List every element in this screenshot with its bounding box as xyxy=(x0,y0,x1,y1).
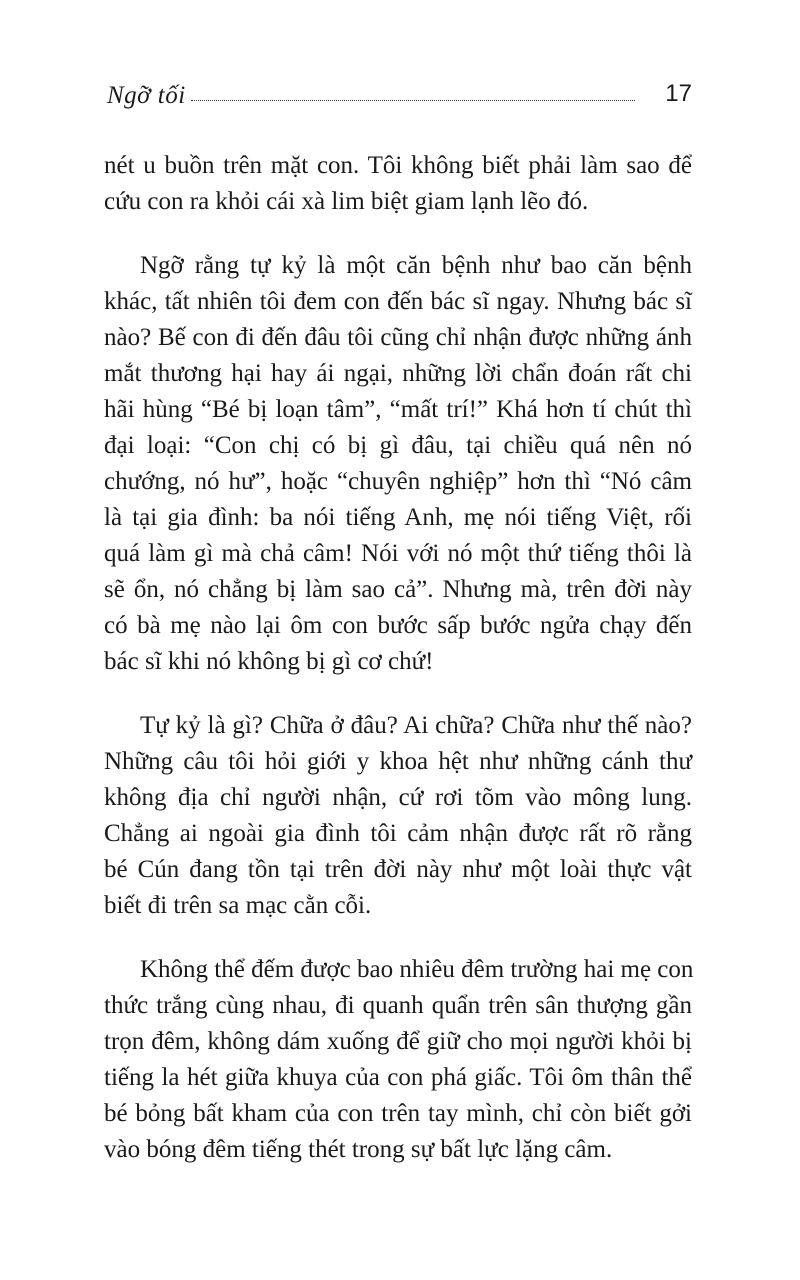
text-line: khác, tất nhiên tôi đem con đến bác sĩ ngay. Nhưng bác sĩ xyxy=(104,288,692,315)
text-line: tiếng la hét giữa khuya của con phá giấc. Tôi ôm thân thể xyxy=(104,1064,692,1091)
text-line: sẽ ổn, nó chẳng bị làm sao cả”. Nhưng mà, trên đời này xyxy=(104,576,692,603)
paragraph-gap xyxy=(104,680,692,708)
text-line: cứu con ra khỏi cái xà lim biệt giam lạnh lẽo đó. xyxy=(104,188,589,215)
text-line: nét u buồn trên mặt con. Tôi không biết phải làm sao để xyxy=(104,152,692,179)
paragraph-gap xyxy=(104,220,692,248)
text-line: chướng, nó hư”, hoặc “chuyên nghiệp” hơn thì “Nó câm xyxy=(104,468,692,495)
text-line: trọn đêm, không dám xuống để giữ cho mọi người khỏi bị xyxy=(104,1028,692,1055)
chapter-title: Ngỡ tối xyxy=(107,82,186,109)
text-line: Ngỡ rằng tự kỷ là một căn bệnh như bao căn bệnh xyxy=(140,252,692,279)
text-line: Không thể đếm được bao nhiêu đêm trường hai mẹ con xyxy=(140,956,694,983)
paragraph xyxy=(104,148,692,220)
paragraph-gap xyxy=(104,924,692,952)
text-line: bé Cún đang tồn tại trên đời này như một loài thực vật xyxy=(104,856,692,883)
text-line: thức trắng cùng nhau, đi quanh quẩn trên sân thượng gần xyxy=(104,992,692,1019)
paragraph xyxy=(104,708,692,924)
text-line: không địa chỉ người nhận, cứ rơi tõm vào mông lung. xyxy=(104,784,692,811)
text-line: nào? Bế con đi đến đâu tôi cũng chỉ nhận được những ánh xyxy=(104,324,692,351)
text-line: bé bỏng bất kham của con trên tay mình, chỉ còn biết gởi xyxy=(104,1100,692,1127)
text-line: bác sĩ khi nó không bị gì cơ chứ! xyxy=(104,648,434,675)
page-number: 17 xyxy=(665,80,692,107)
text-line: Chẳng ai ngoài gia đình tôi cảm nhận được rất rõ rằng xyxy=(104,820,692,847)
text-line: Tự kỷ là gì? Chữa ở đâu? Ai chữa? Chữa như thế nào? xyxy=(140,712,692,739)
text-line: có bà mẹ nào lại ôm con bước sấp bước ngửa chạy đến xyxy=(104,612,692,639)
running-header xyxy=(107,78,692,118)
text-line: đại loại: “Con chị có bị gì đâu, tại chiều quá nên nó xyxy=(104,432,692,459)
paragraph xyxy=(104,952,692,1168)
text-line: mắt thương hại hay ái ngại, những lời chẩn đoán rất chi xyxy=(104,360,692,387)
text-line: vào bóng đêm tiếng thét trong sự bất lực lặng câm. xyxy=(104,1136,613,1163)
paragraph xyxy=(104,248,692,680)
text-line: quá làm gì mà chả câm! Nói với nó một thứ tiếng thôi là xyxy=(104,540,692,567)
text-line: biết đi trên sa mạc cằn cỗi. xyxy=(104,892,372,919)
body-text xyxy=(104,148,692,1168)
text-line: hãi hùng “Bé bị loạn tâm”, “mất trí!” Khá hơn tí chút thì xyxy=(104,396,692,423)
text-line: Những câu tôi hỏi giới y khoa hệt như những cánh thư xyxy=(104,748,692,775)
header-dotted-rule xyxy=(191,100,635,101)
text-line: là tại gia đình: ba nói tiếng Anh, mẹ nói tiếng Việt, rối xyxy=(104,504,692,531)
